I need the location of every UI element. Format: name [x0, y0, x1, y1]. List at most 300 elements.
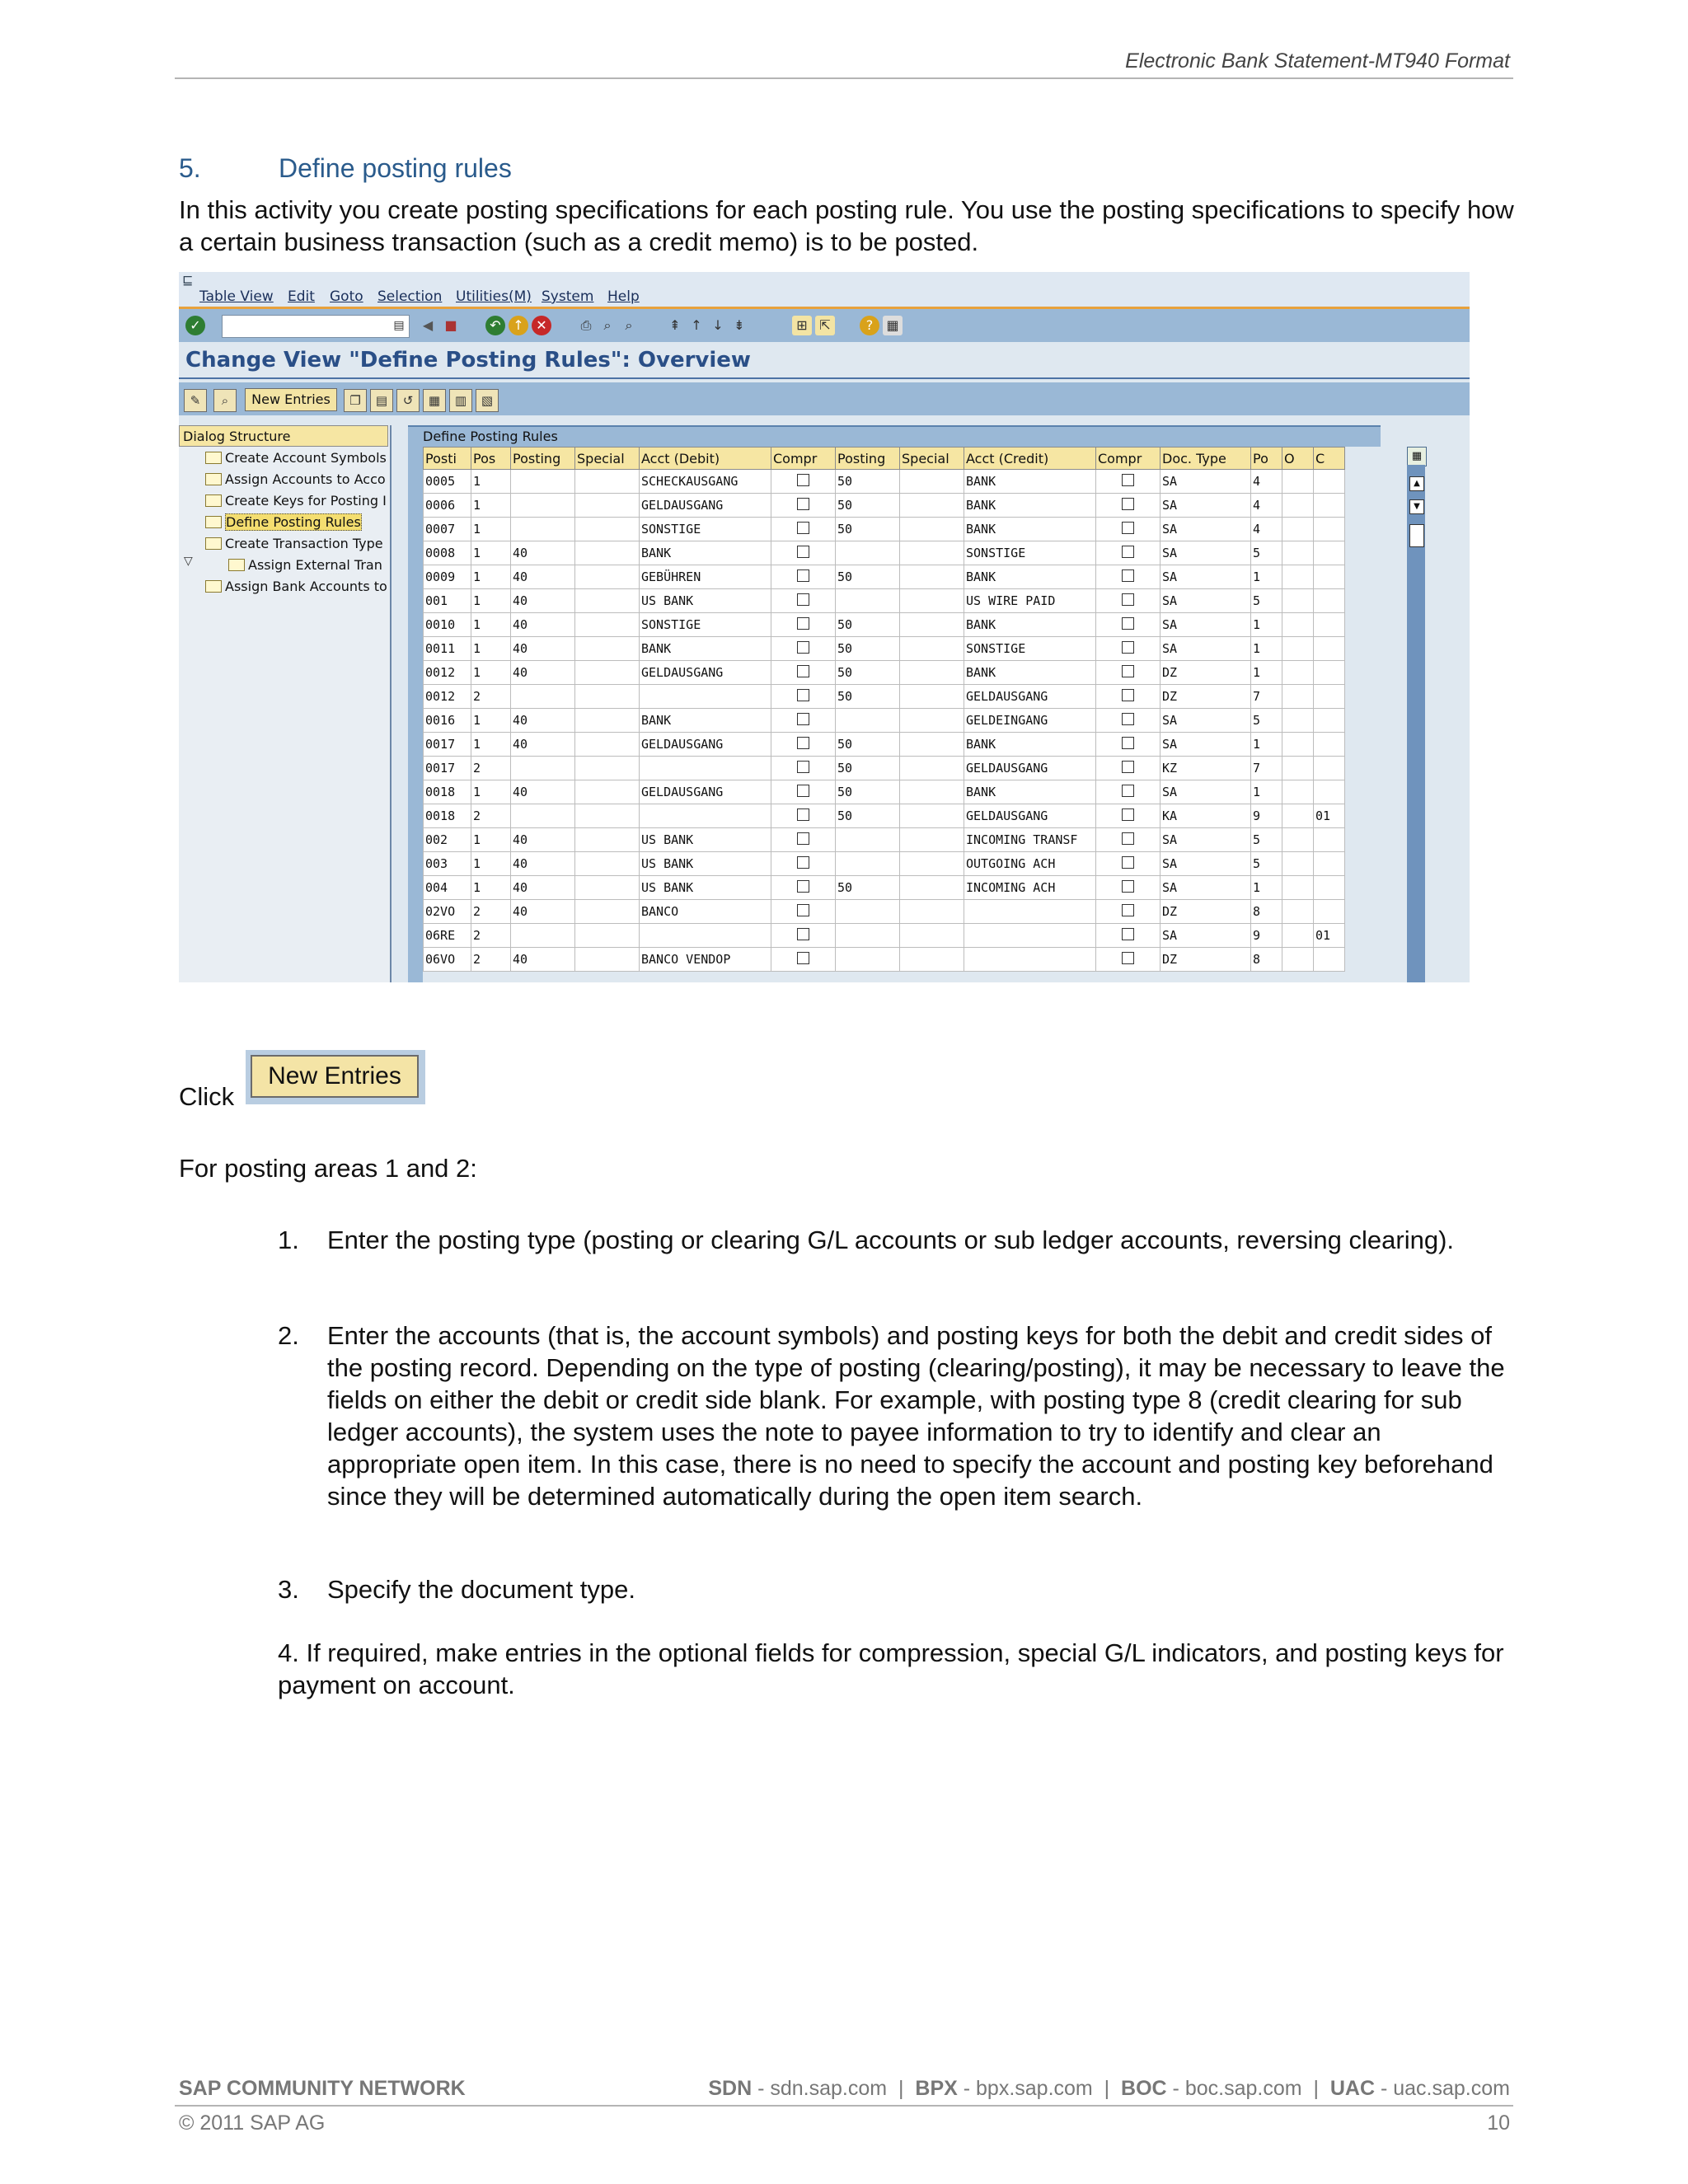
table-row[interactable]: [424, 637, 1345, 661]
table-row[interactable]: [424, 470, 1345, 494]
table-cell[interactable]: [836, 541, 900, 565]
undo-change-icon[interactable]: ↺: [396, 389, 420, 412]
table-cell[interactable]: 1: [1251, 661, 1282, 685]
table-cell[interactable]: 5: [1251, 589, 1282, 613]
table-cell[interactable]: US WIRE PAID: [964, 589, 1096, 613]
column-header[interactable]: Posting: [511, 448, 575, 470]
table-cell[interactable]: 0018: [424, 780, 471, 804]
table-cell[interactable]: [575, 470, 640, 494]
table-cell[interactable]: 1: [471, 494, 511, 518]
table-cell[interactable]: [836, 924, 900, 948]
table-cell[interactable]: [1282, 685, 1314, 709]
table-cell[interactable]: BANK: [964, 470, 1096, 494]
compression-checkbox[interactable]: [797, 498, 809, 510]
table-cell[interactable]: [1282, 757, 1314, 780]
table-cell[interactable]: [900, 661, 964, 685]
table-cell[interactable]: [575, 876, 640, 900]
compression-checkbox[interactable]: [797, 546, 809, 558]
new-entries-button[interactable]: New Entries: [251, 1055, 419, 1098]
table-cell[interactable]: US BANK: [640, 852, 771, 876]
compression-checkbox[interactable]: [797, 593, 809, 606]
table-cell[interactable]: 7: [1251, 685, 1282, 709]
table-cell[interactable]: 40: [511, 733, 575, 757]
table-cell[interactable]: 4: [1251, 494, 1282, 518]
table-cell[interactable]: [900, 589, 964, 613]
table-cell[interactable]: [900, 804, 964, 828]
table-cell[interactable]: INCOMING ACH: [964, 876, 1096, 900]
table-cell[interactable]: [1282, 518, 1314, 541]
table-cell[interactable]: [640, 757, 771, 780]
compression-checkbox[interactable]: [797, 928, 809, 940]
table-cell[interactable]: 1: [471, 709, 511, 733]
column-header[interactable]: Posting: [836, 448, 900, 470]
table-row[interactable]: [424, 876, 1345, 900]
table-cell[interactable]: [964, 948, 1096, 972]
compression-checkbox[interactable]: [797, 641, 809, 654]
first-page-icon[interactable]: ⇞: [669, 317, 681, 333]
last-page-icon[interactable]: ⇟: [734, 317, 745, 333]
table-cell[interactable]: [900, 685, 964, 709]
footer-link-url[interactable]: bpx.sap.com: [976, 2077, 1093, 2100]
table-row[interactable]: [424, 565, 1345, 589]
cancel-icon[interactable]: ✕: [532, 316, 551, 335]
scroll-up-icon[interactable]: ▲: [1409, 476, 1424, 491]
compression-checkbox[interactable]: [1122, 856, 1134, 869]
table-cell[interactable]: [1314, 661, 1345, 685]
footer-link-url[interactable]: uac.sap.com: [1393, 2077, 1510, 2100]
table-cell[interactable]: SA: [1160, 613, 1251, 637]
table-cell[interactable]: [900, 924, 964, 948]
delete-icon[interactable]: ▤: [370, 389, 393, 412]
compression-checkbox[interactable]: [797, 856, 809, 869]
column-header[interactable]: O: [1282, 448, 1314, 470]
table-cell[interactable]: [511, 685, 575, 709]
table-cell[interactable]: SA: [1160, 637, 1251, 661]
table-cell[interactable]: [900, 948, 964, 972]
table-cell[interactable]: GELDAUSGANG: [640, 733, 771, 757]
menu-system[interactable]: System: [542, 288, 594, 305]
display-icon[interactable]: ⌕: [213, 389, 237, 412]
table-settings-icon[interactable]: ▦: [1407, 447, 1427, 466]
table-cell[interactable]: 40: [511, 565, 575, 589]
table-cell[interactable]: [1282, 780, 1314, 804]
menu-edit[interactable]: Edit: [288, 288, 315, 305]
vertical-scrollbar[interactable]: [1407, 465, 1425, 982]
table-cell[interactable]: [1282, 709, 1314, 733]
table-cell[interactable]: 1: [471, 852, 511, 876]
previous-page-icon[interactable]: ↑: [691, 317, 702, 333]
ds-item-assign-external-tran[interactable]: Assign External Tran: [228, 557, 382, 573]
compression-checkbox[interactable]: [797, 785, 809, 797]
table-cell[interactable]: 0007: [424, 518, 471, 541]
table-cell[interactable]: [900, 828, 964, 852]
table-cell[interactable]: 1: [471, 518, 511, 541]
table-cell[interactable]: BANK: [640, 541, 771, 565]
deselect-all-icon[interactable]: ▧: [476, 389, 499, 412]
table-cell[interactable]: 40: [511, 780, 575, 804]
table-cell[interactable]: GELDAUSGANG: [640, 661, 771, 685]
table-cell[interactable]: GELDAUSGANG: [640, 780, 771, 804]
table-cell[interactable]: OUTGOING ACH: [964, 852, 1096, 876]
table-cell[interactable]: 1: [471, 780, 511, 804]
table-cell[interactable]: 0006: [424, 494, 471, 518]
table-cell[interactable]: INCOMING TRANSF: [964, 828, 1096, 852]
table-cell[interactable]: BANCO: [640, 900, 771, 924]
table-cell[interactable]: [1282, 924, 1314, 948]
table-cell[interactable]: [575, 852, 640, 876]
compression-checkbox[interactable]: [1122, 737, 1134, 749]
table-cell[interactable]: 1: [1251, 637, 1282, 661]
compression-checkbox[interactable]: [797, 761, 809, 773]
table-cell[interactable]: [836, 948, 900, 972]
table-cell[interactable]: [1282, 494, 1314, 518]
table-cell[interactable]: [575, 900, 640, 924]
table-cell[interactable]: 40: [511, 900, 575, 924]
table-cell[interactable]: [900, 709, 964, 733]
table-cell[interactable]: 4: [1251, 470, 1282, 494]
table-cell[interactable]: BANK: [964, 565, 1096, 589]
table-cell[interactable]: DZ: [1160, 685, 1251, 709]
table-cell[interactable]: SA: [1160, 565, 1251, 589]
compression-checkbox[interactable]: [797, 617, 809, 630]
select-block-icon[interactable]: ▥: [449, 389, 472, 412]
table-cell[interactable]: 1: [1251, 780, 1282, 804]
table-cell[interactable]: 002: [424, 828, 471, 852]
column-header[interactable]: Po: [1251, 448, 1282, 470]
compression-checkbox[interactable]: [797, 522, 809, 534]
table-row[interactable]: [424, 852, 1345, 876]
table-cell[interactable]: 40: [511, 828, 575, 852]
table-cell[interactable]: [964, 924, 1096, 948]
table-cell[interactable]: 01: [1314, 924, 1345, 948]
table-cell[interactable]: [575, 494, 640, 518]
command-field[interactable]: [222, 315, 410, 338]
table-row[interactable]: [424, 709, 1345, 733]
table-cell[interactable]: [900, 733, 964, 757]
table-cell[interactable]: 1: [471, 733, 511, 757]
table-cell[interactable]: 0009: [424, 565, 471, 589]
compression-checkbox[interactable]: [1122, 832, 1134, 845]
table-cell[interactable]: [575, 685, 640, 709]
menu-utilities[interactable]: Utilities(M): [456, 288, 532, 305]
table-cell[interactable]: [575, 733, 640, 757]
table-cell[interactable]: [900, 876, 964, 900]
table-cell[interactable]: DZ: [1160, 900, 1251, 924]
table-cell[interactable]: BANK: [964, 613, 1096, 637]
table-cell[interactable]: [1282, 733, 1314, 757]
table-cell[interactable]: [575, 924, 640, 948]
table-row[interactable]: [424, 828, 1345, 852]
table-cell[interactable]: 06VO: [424, 948, 471, 972]
table-cell[interactable]: 1: [471, 470, 511, 494]
print-icon[interactable]: ⎙: [580, 317, 592, 333]
table-cell[interactable]: [1282, 565, 1314, 589]
table-cell[interactable]: 0016: [424, 709, 471, 733]
table-cell[interactable]: 8: [1251, 948, 1282, 972]
table-row[interactable]: [424, 661, 1345, 685]
table-cell[interactable]: 50: [836, 565, 900, 589]
select-all-icon[interactable]: ▦: [423, 389, 446, 412]
table-cell[interactable]: GELDAUSGANG: [964, 685, 1096, 709]
table-cell[interactable]: 5: [1251, 541, 1282, 565]
table-cell[interactable]: [1282, 948, 1314, 972]
table-cell[interactable]: BANK: [964, 780, 1096, 804]
table-cell[interactable]: 004: [424, 876, 471, 900]
compression-checkbox[interactable]: [1122, 952, 1134, 964]
table-cell[interactable]: 1: [1251, 733, 1282, 757]
table-cell[interactable]: SONSTIGE: [640, 518, 771, 541]
scroll-thumb[interactable]: [1409, 524, 1424, 547]
table-cell[interactable]: [900, 613, 964, 637]
table-cell[interactable]: [1282, 804, 1314, 828]
table-cell[interactable]: 40: [511, 613, 575, 637]
compression-checkbox[interactable]: [797, 880, 809, 893]
table-cell[interactable]: 40: [511, 589, 575, 613]
compression-checkbox[interactable]: [797, 569, 809, 582]
table-cell[interactable]: 003: [424, 852, 471, 876]
table-cell[interactable]: [575, 709, 640, 733]
table-cell[interactable]: 50: [836, 780, 900, 804]
table-cell[interactable]: [511, 518, 575, 541]
table-cell[interactable]: [575, 828, 640, 852]
find-next-icon[interactable]: ⌕: [625, 317, 633, 333]
table-cell[interactable]: KZ: [1160, 757, 1251, 780]
table-cell[interactable]: [575, 661, 640, 685]
table-cell[interactable]: [1314, 709, 1345, 733]
table-cell[interactable]: [1314, 876, 1345, 900]
table-cell[interactable]: 40: [511, 852, 575, 876]
table-cell[interactable]: DZ: [1160, 948, 1251, 972]
table-cell[interactable]: 50: [836, 494, 900, 518]
table-row[interactable]: [424, 757, 1345, 780]
menu-goto[interactable]: Goto: [330, 288, 363, 305]
table-cell[interactable]: [900, 565, 964, 589]
table-cell[interactable]: 1: [471, 876, 511, 900]
table-cell[interactable]: SA: [1160, 541, 1251, 565]
menu-help[interactable]: Help: [607, 288, 640, 305]
compression-checkbox[interactable]: [797, 832, 809, 845]
table-cell[interactable]: [836, 709, 900, 733]
table-cell[interactable]: 1: [471, 541, 511, 565]
table-cell[interactable]: 0017: [424, 733, 471, 757]
table-cell[interactable]: BANK: [964, 661, 1096, 685]
table-row[interactable]: [424, 613, 1345, 637]
table-cell[interactable]: 4: [1251, 518, 1282, 541]
table-cell[interactable]: [900, 494, 964, 518]
table-cell[interactable]: 0017: [424, 757, 471, 780]
table-cell[interactable]: [1314, 565, 1345, 589]
compression-checkbox[interactable]: [1122, 498, 1134, 510]
table-cell[interactable]: [900, 780, 964, 804]
table-cell[interactable]: [511, 494, 575, 518]
table-cell[interactable]: SCHECKAUSGANG: [640, 470, 771, 494]
table-cell[interactable]: 02VO: [424, 900, 471, 924]
scroll-down-icon[interactable]: ▼: [1409, 499, 1424, 514]
table-cell[interactable]: 1: [471, 565, 511, 589]
column-header[interactable]: Pos: [471, 448, 511, 470]
table-cell[interactable]: 2: [471, 685, 511, 709]
table-cell[interactable]: [511, 804, 575, 828]
column-header[interactable]: Special: [900, 448, 964, 470]
table-cell[interactable]: [1314, 589, 1345, 613]
table-cell[interactable]: 2: [471, 757, 511, 780]
ds-item-create-transaction-type[interactable]: Create Transaction Type: [205, 536, 383, 551]
table-cell[interactable]: SA: [1160, 852, 1251, 876]
compression-checkbox[interactable]: [1122, 880, 1134, 893]
table-cell[interactable]: 0010: [424, 613, 471, 637]
table-cell[interactable]: [575, 565, 640, 589]
compression-checkbox[interactable]: [797, 689, 809, 701]
table-cell[interactable]: 40: [511, 637, 575, 661]
table-cell[interactable]: SA: [1160, 780, 1251, 804]
table-row[interactable]: [424, 924, 1345, 948]
table-cell[interactable]: [511, 924, 575, 948]
table-cell[interactable]: [836, 828, 900, 852]
compression-checkbox[interactable]: [797, 808, 809, 821]
footer-link-url[interactable]: boc.sap.com: [1184, 2077, 1302, 2100]
table-row[interactable]: [424, 589, 1345, 613]
row-selector-column[interactable]: [408, 447, 423, 982]
table-cell[interactable]: 40: [511, 661, 575, 685]
table-cell[interactable]: [1314, 494, 1345, 518]
compression-checkbox[interactable]: [1122, 665, 1134, 677]
table-cell[interactable]: SA: [1160, 494, 1251, 518]
table-cell[interactable]: 1: [471, 589, 511, 613]
back-icon[interactable]: ↶: [485, 316, 505, 335]
table-cell[interactable]: [1314, 518, 1345, 541]
table-cell[interactable]: GELDEINGANG: [964, 709, 1096, 733]
table-row[interactable]: [424, 494, 1345, 518]
table-cell[interactable]: BANK: [640, 709, 771, 733]
table-cell[interactable]: [575, 637, 640, 661]
column-header[interactable]: Compr: [771, 448, 836, 470]
table-cell[interactable]: [640, 804, 771, 828]
compression-checkbox[interactable]: [797, 713, 809, 725]
table-cell[interactable]: SONSTIGE: [964, 637, 1096, 661]
copy-as-icon[interactable]: ❐: [344, 389, 367, 412]
table-cell[interactable]: [1282, 661, 1314, 685]
table-cell[interactable]: [1314, 613, 1345, 637]
table-cell[interactable]: GELDAUSGANG: [964, 804, 1096, 828]
table-cell[interactable]: 50: [836, 685, 900, 709]
table-cell[interactable]: [1282, 589, 1314, 613]
table-cell[interactable]: 0011: [424, 637, 471, 661]
table-cell[interactable]: 1: [1251, 565, 1282, 589]
column-header[interactable]: Special: [575, 448, 640, 470]
table-cell[interactable]: [511, 757, 575, 780]
table-cell[interactable]: US BANK: [640, 589, 771, 613]
table-cell[interactable]: 0012: [424, 661, 471, 685]
table-cell[interactable]: [900, 852, 964, 876]
table-cell[interactable]: [1314, 637, 1345, 661]
column-header[interactable]: Compr: [1096, 448, 1160, 470]
table-cell[interactable]: SA: [1160, 709, 1251, 733]
table-cell[interactable]: 01: [1314, 804, 1345, 828]
compression-checkbox[interactable]: [797, 665, 809, 677]
table-cell[interactable]: SA: [1160, 470, 1251, 494]
table-cell[interactable]: 9: [1251, 924, 1282, 948]
menu-icon[interactable]: ⊑: [182, 272, 194, 288]
table-cell[interactable]: [575, 518, 640, 541]
create-session-icon[interactable]: ⊞: [792, 316, 812, 335]
compression-checkbox[interactable]: [797, 474, 809, 486]
table-row[interactable]: [424, 948, 1345, 972]
table-cell[interactable]: [964, 900, 1096, 924]
table-cell[interactable]: 50: [836, 613, 900, 637]
table-cell[interactable]: 0005: [424, 470, 471, 494]
table-cell[interactable]: 50: [836, 876, 900, 900]
layout-menu-icon[interactable]: ▦: [883, 316, 903, 335]
menu-table-view[interactable]: Table View: [199, 288, 274, 305]
table-cell[interactable]: 1: [471, 661, 511, 685]
table-cell[interactable]: SONSTIGE: [640, 613, 771, 637]
table-cell[interactable]: 9: [1251, 804, 1282, 828]
compression-checkbox[interactable]: [1122, 785, 1134, 797]
table-cell[interactable]: 001: [424, 589, 471, 613]
table-cell[interactable]: [1314, 470, 1345, 494]
table-cell[interactable]: [1282, 900, 1314, 924]
expand-triangle-icon[interactable]: ▽: [184, 555, 193, 568]
table-cell[interactable]: [900, 757, 964, 780]
table-cell[interactable]: [900, 900, 964, 924]
table-cell[interactable]: 50: [836, 661, 900, 685]
table-cell[interactable]: [1314, 948, 1345, 972]
table-cell[interactable]: 0012: [424, 685, 471, 709]
compression-checkbox[interactable]: [1122, 593, 1134, 606]
shortcut-icon[interactable]: ⇱: [815, 316, 835, 335]
enter-check-icon[interactable]: ✓: [185, 316, 205, 335]
compression-checkbox[interactable]: [797, 904, 809, 916]
footer-link-url[interactable]: sdn.sap.com: [770, 2077, 888, 2100]
back-arrow-icon[interactable]: ◀: [422, 317, 434, 333]
column-header[interactable]: Acct (Debit): [640, 448, 771, 470]
compression-checkbox[interactable]: [1122, 474, 1134, 486]
table-row[interactable]: [424, 804, 1345, 828]
table-cell[interactable]: [1314, 733, 1345, 757]
table-cell[interactable]: [1314, 852, 1345, 876]
table-cell[interactable]: [836, 900, 900, 924]
compression-checkbox[interactable]: [1122, 546, 1134, 558]
table-cell[interactable]: [575, 757, 640, 780]
table-cell[interactable]: [575, 541, 640, 565]
table-cell[interactable]: 1: [471, 828, 511, 852]
column-header[interactable]: Doc. Type: [1160, 448, 1251, 470]
table-cell[interactable]: 0018: [424, 804, 471, 828]
table-cell[interactable]: SA: [1160, 733, 1251, 757]
table-cell[interactable]: [1282, 876, 1314, 900]
table-cell[interactable]: 2: [471, 924, 511, 948]
table-cell[interactable]: 50: [836, 470, 900, 494]
table-cell[interactable]: SA: [1160, 589, 1251, 613]
column-header[interactable]: Posti: [424, 448, 471, 470]
column-header[interactable]: Acct (Credit): [964, 448, 1096, 470]
table-cell[interactable]: SA: [1160, 518, 1251, 541]
table-cell[interactable]: [1314, 757, 1345, 780]
new-entries-toolbar-button[interactable]: New Entries: [245, 388, 337, 411]
ds-item-create-account-symbols[interactable]: Create Account Symbols: [205, 450, 387, 466]
compression-checkbox[interactable]: [1122, 522, 1134, 534]
compression-checkbox[interactable]: [1122, 928, 1134, 940]
command-dropdown-icon[interactable]: ▤: [393, 319, 405, 332]
table-cell[interactable]: KA: [1160, 804, 1251, 828]
table-cell[interactable]: 2: [471, 900, 511, 924]
exit-icon[interactable]: ↑: [509, 316, 528, 335]
table-row[interactable]: [424, 733, 1345, 757]
table-cell[interactable]: [1314, 828, 1345, 852]
table-row[interactable]: [424, 541, 1345, 565]
save-icon[interactable]: ■: [444, 317, 457, 333]
table-cell[interactable]: [900, 470, 964, 494]
